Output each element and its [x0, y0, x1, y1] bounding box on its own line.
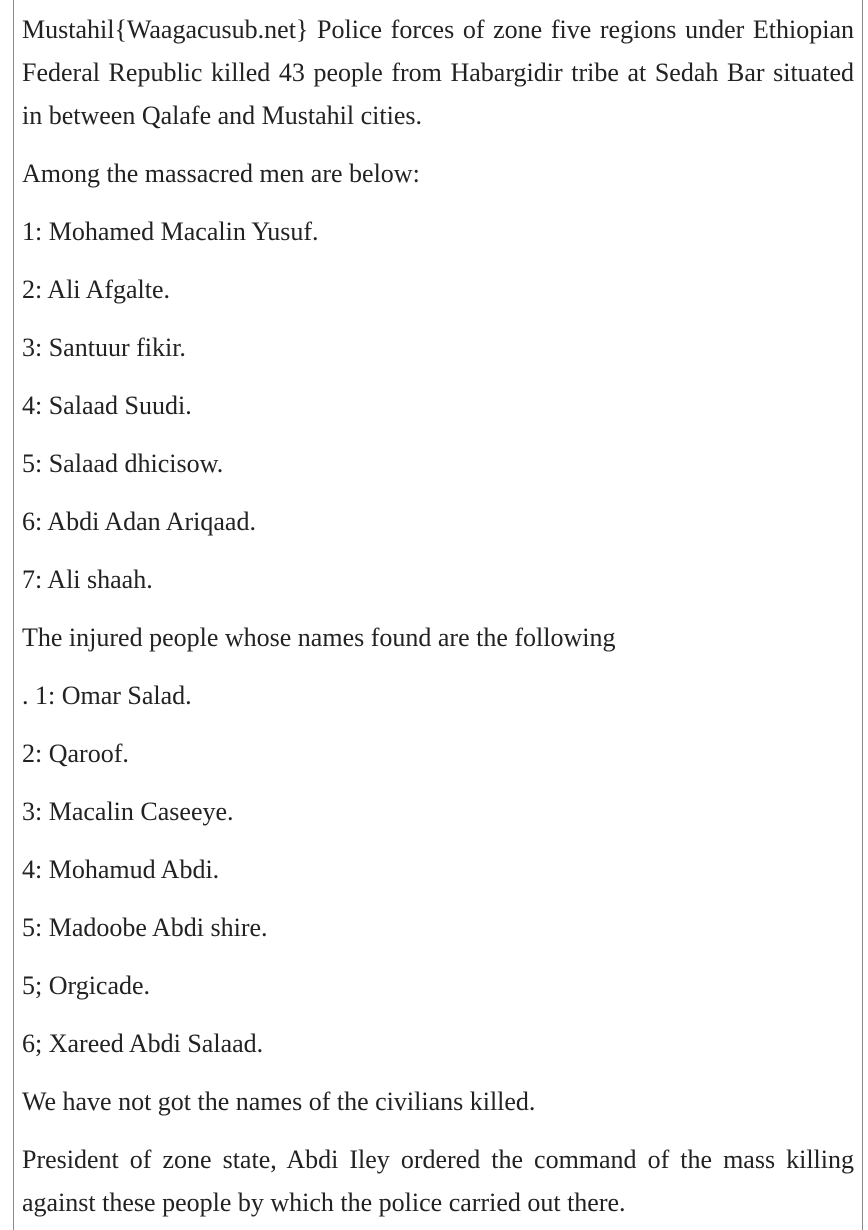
- list-item: 5: Madoobe Abdi shire.: [22, 913, 268, 942]
- list-item: 1: Mohamed Macalin Yusuf.: [22, 217, 319, 246]
- list-item: 3: Santuur fikir.: [22, 333, 186, 362]
- list-item: 7: Ali shaah.: [22, 565, 153, 594]
- list-item: 3: Macalin Caseeye.: [22, 797, 234, 826]
- killed-list: [22, 210, 854, 601]
- article-body: [13, 0, 863, 1230]
- list-item: 5; Orgicade.: [22, 971, 151, 1000]
- injured-list: [22, 674, 854, 1065]
- list-item: . 1: Omar Salad.: [22, 681, 192, 710]
- closing-paragraph: President of zone state, Abdi Iley ordered the command of the mass killing against these people by which the police carried out there.: [22, 1145, 854, 1217]
- list-item: 5: Salaad dhicisow.: [22, 449, 224, 478]
- list-item: 6: Abdi Adan Ariqaad.: [22, 507, 256, 536]
- list-item: 2: Qaroof.: [22, 739, 129, 768]
- killed-heading: Among the massacred men are below:: [22, 159, 420, 188]
- injured-heading: The injured people whose names found are the following: [22, 623, 616, 652]
- list-item: 2: Ali Afgalte.: [22, 275, 171, 304]
- list-item: 6; Xareed Abdi Salaad.: [22, 1029, 264, 1058]
- civilians-note: We have not got the names of the civilians killed.: [22, 1087, 536, 1116]
- intro-paragraph: Mustahil{Waagacusub.net} Police forces of zone five regions under Ethiopian Federal Republic killed 43 people from Habargidir tribe at Sedah Bar situated in between Qalafe and Mustahil cities.: [22, 15, 854, 130]
- list-item: 4: Mohamud Abdi.: [22, 855, 220, 884]
- list-item: 4: Salaad Suudi.: [22, 391, 192, 420]
